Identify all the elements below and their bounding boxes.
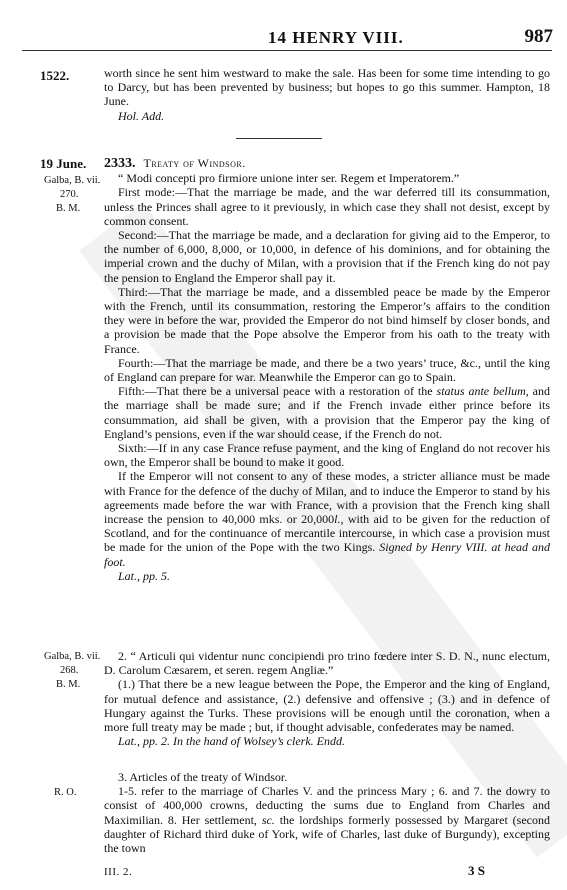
entry-paragraph-alliance: If the Emperor will not consent to any of these modes, a stricter alliance must be made with France for the defence of the duchy of Milan, and to induce the Emperor to stand by his agreements made before the war with France, with a provision that the French king shall increase the pension to 40,000 mks. or 20,000l., with aid to be given for the reduction of Scotland, and for the continuance of mercantile intercourse, in which case a provision must be made for the union of the Pope with the two Kings. Signed by Henry VIII. at head and foot. (104, 469, 550, 569)
entry-paragraph: Fourth:—That the marriage be made, and there be a two years’ truce, &c., until the king of England can prepare for war. Meanwhile the Emperor can go to Spain. (104, 355, 550, 385)
entry-2333 (104, 156, 550, 583)
language-note: Lat., pp. 2. In the hand of Wolsey’s clerk. Endd. (118, 734, 345, 749)
entry-paragraph: “ Modi concepti pro firmiore unione inter ser. Regem et Imperatorem.” (118, 171, 460, 186)
signature-note: Hol. Add. (118, 108, 165, 123)
entry-2333-part-2 (104, 649, 550, 748)
margin-ref-source: Galba, B. vii. (44, 175, 101, 186)
entry-paragraph: Third:—That the marriage be made, and a dissembled peace be made by the Emperor with the French, until its consummation, restoring the Emperor’s affairs to the condition they were in before the war, provided the Emperor do not bind himself by closer bonds, and a provision be made that the Pope absolve the Emperor from his oath to the treaty with France. (104, 284, 550, 356)
margin-ref-repository-2: B. M. (56, 679, 81, 690)
margin-year: 1522. (40, 68, 70, 83)
margin-date: 19 June. (40, 156, 87, 171)
header-rule (22, 50, 552, 51)
entry-paragraph: 3. Articles of the treaty of Windsor. (118, 770, 288, 784)
section-divider (236, 138, 322, 139)
continued-text-block (104, 66, 550, 123)
entry-paragraph: Sixth:—If in any case France refuse payment, and the king of England do not recover his own, the Emperor shall be bound to make it good. (104, 441, 550, 470)
entry-paragraph-fifth: Fifth:—That there be a universal peace with a restoration of the status ante bellum, and the marriage shall be made sure; and if the French invade either prince before its consummation, aid shall be given, with a provision that the Emperor pay the king of England’s pensions, even if the war should cease, if the French do not. (104, 384, 550, 441)
entry-heading: Treaty of Windsor. (143, 156, 246, 170)
margin-ref-repository: B. M. (56, 203, 81, 214)
margin-ref-source-2: Galba, B. vii. (44, 651, 101, 662)
entry-2333-part-3 (104, 770, 550, 855)
entry-paragraph-articles: 1-5. refer to the marriage of Charles V. and the princess Mary ; 6. and 7. the dowry to consist of 400,000 crowns, deducting the sums due to England from Charles and Maximilian. 8. Her settlement, sc. the lordships formerly possessed by Margaret (second daughter of Richard third duke of York, wife of Charles, last duke of Burgundy), excepting the town (104, 784, 550, 856)
entry-paragraph: (1.) That there be a new league between the Pope, the Emperor and the king of England, for mutual defence and assistance, (2.) defensive and offensive ; (3.) and in defence of Hungary against the Turks. These provisions will be enough until the coronation, when a more full treaty may be made ; but, if thought advisable, confederates may be named. (104, 677, 550, 735)
margin-ref-folio: 270. (60, 189, 79, 200)
margin-ref-repository-3: R. O. (54, 787, 77, 798)
gathering-mark: 3 S (468, 863, 485, 878)
entry-number: 2333. (104, 156, 136, 171)
continued-paragraph: worth since he sent him westward to make the sale. Has been for some time intending to go to Darcy, but has been prevented by business; but hopes to go this summer. Hampton, 18 June. (104, 66, 550, 109)
entry-paragraph: 2. “ Articuli qui videntur nunc concipiendi pro trino fœdere inter S. D. N., nunc electum, D. Carolum Cæsarem, et seren. regem Angliæ.” (104, 649, 550, 678)
running-header-title: 14 HENRY VIII. (268, 28, 404, 47)
page-number: 987 (524, 26, 553, 47)
margin-ref-folio-2: 268. (60, 665, 79, 676)
entry-paragraph: First mode:—That the marriage be made, and the war deferred till its consummation, unless the Princes shall agree to it previously, in which case they shall not desist, except by common consent. (104, 185, 550, 228)
signature-mark: III. 2. (104, 866, 133, 878)
language-note: Lat., pp. 5. (118, 568, 171, 583)
entry-paragraph: Second:—That the marriage be made, and a declaration for giving aid to the Emperor, to the number of 6,000, 8,000, or 10,000, in defence of his dominions, and for obtaining the imperial crown and the duchy of Milan, with a provision that if the French king do not pay the pension to England the Emperor shall pay it. (104, 228, 550, 285)
